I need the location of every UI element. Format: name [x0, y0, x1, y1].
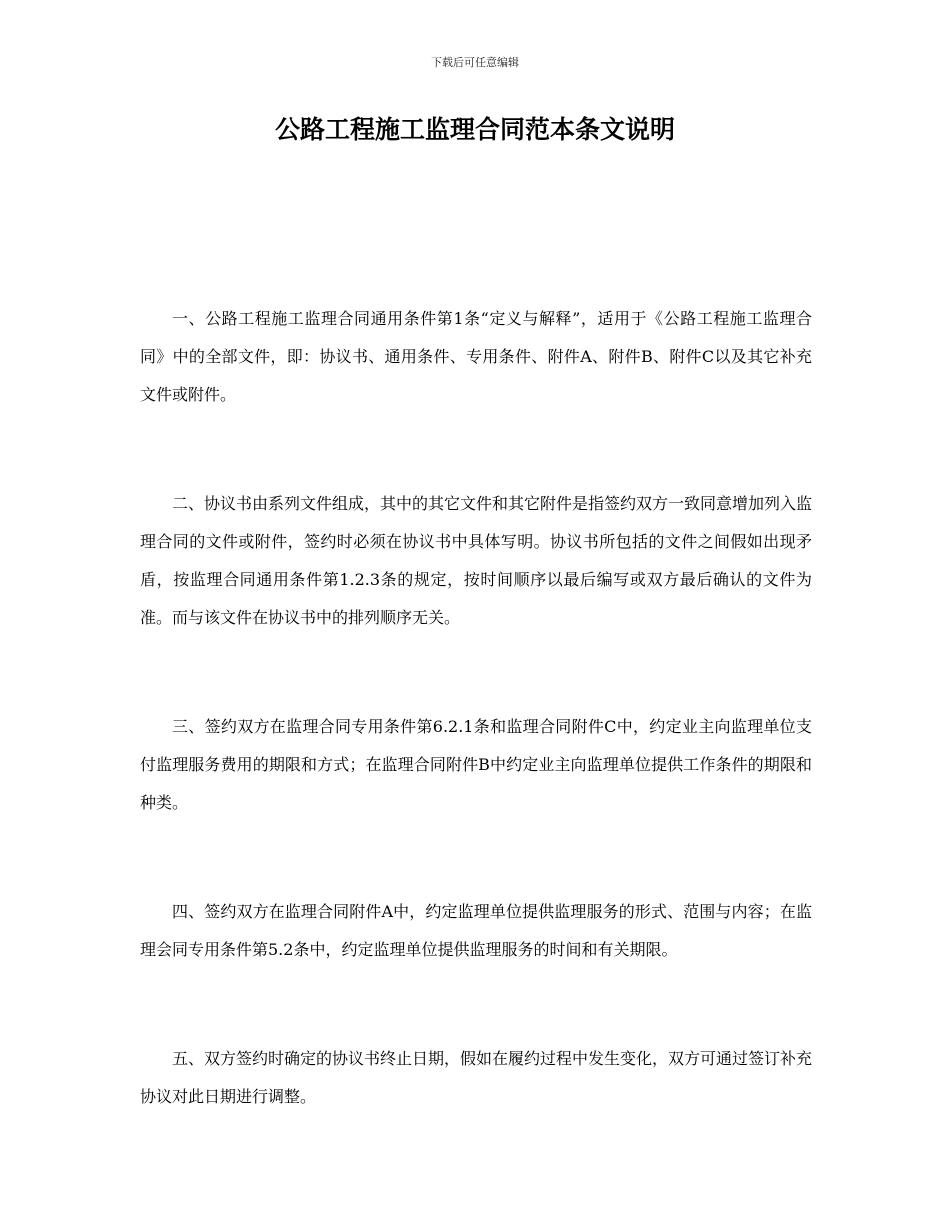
paragraph-2: 二、协议书由系列文件组成，其中的其它文件和其它附件是指签约双方一致同意增加列入监理合同的文件或附件，签约时必须在协议书中具体写明。协议书所包括的文件之间假如出现矛盾，按监理合同通用条件第1.2.3条的规定，按时间顺序以最后编写或双方最后确认的文件为准。而与该文件在协议书中的排列顺序无关。 — [140, 494, 813, 627]
paragraph-5: 五、双方签约时确定的协议书终止日期，假如在履约过程中发生变化，双方可通过签订补充协议对此日期进行调整。 — [140, 1049, 813, 1106]
paragraph-4: 四、签约双方在监理合同附件A中，约定监理单位提供监理服务的形式、范围与内容；在监理会同专用条件第5.2条中，约定监理单位提供监理服务的时间和有关期限。 — [140, 902, 812, 959]
header-note: 下载后可任意编辑 — [431, 56, 519, 69]
paragraph-3: 三、签约双方在监理合同专用条件第6.2.1条和监理合同附件C中，约定业主向监理单位支付监理服务费用的期限和方式；在监理合同附件B中约定业主向监理单位提供工作条件的期限和种类。 — [140, 717, 812, 812]
document-title: 公路工程施工监理合同范本条文说明 — [274, 115, 675, 144]
document-body — [140, 300, 812, 1187]
paragraph-1: 一、公路工程施工监理合同通用条件第1条“定义与解释”，适用于《公路工程施工监理合同》中的全部文件，即：协议书、通用条件、专用条件、附件A、附件B、附件C以及其它补充文件或附件。 — [140, 309, 812, 404]
